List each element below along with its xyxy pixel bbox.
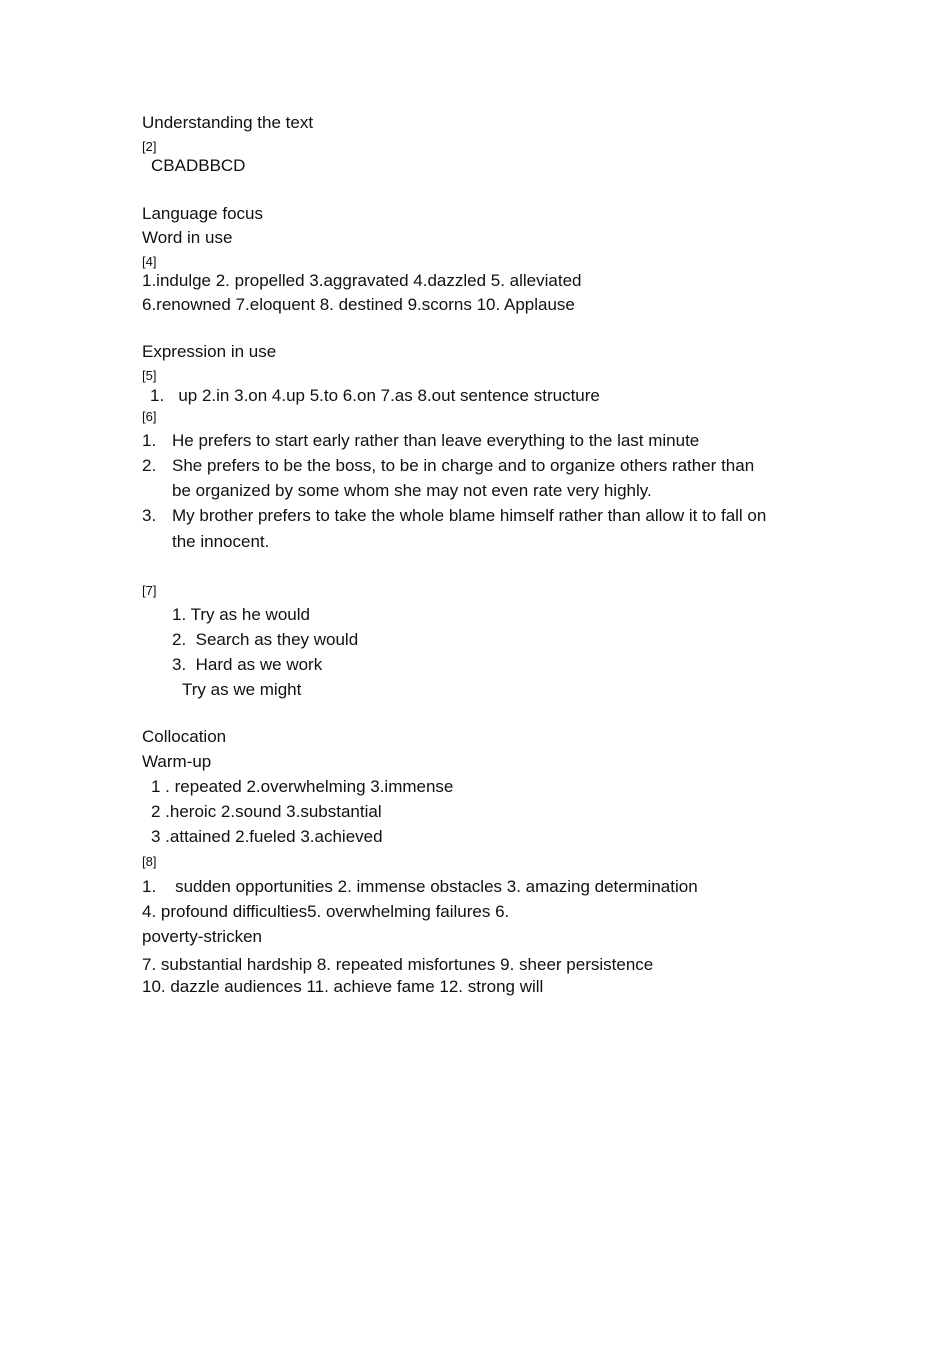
list-item: 2. Search as they would — [172, 630, 359, 649]
exercise-tag-7: [7] — [142, 583, 157, 598]
subheading-warm-up: Warm-up — [142, 752, 212, 771]
exercise-tag-2: [2] — [142, 139, 157, 154]
list-item: 1. Try as he would — [172, 605, 310, 624]
answer-line: 1. up 2.in 3.on 4.up 5.to 6.on 7.as 8.out sentence structure — [150, 386, 600, 405]
answer-line: 1.indulge 2. propelled 3.aggravated 4.dazzled 5. alleviated — [142, 271, 582, 290]
list-item-number: 3. — [142, 506, 157, 525]
warm-up-line: 2 .heroic 2.sound 3.substantial — [151, 802, 382, 821]
section-heading-language-focus: Language focus — [142, 204, 263, 223]
warm-up-line: 3 .attained 2.fueled 3.achieved — [151, 827, 383, 846]
exercise-tag-5: [5] — [142, 368, 157, 383]
answer-line: poverty-stricken — [142, 927, 262, 946]
answer-line: 4. profound difficulties5. overwhelming failures 6. — [142, 902, 510, 921]
warm-up-line: 1 . repeated 2.overwhelming 3.immense — [151, 777, 454, 796]
answer-line: 7. substantial hardship 8. repeated misfortunes 9. sheer persistence — [142, 955, 654, 974]
list-item-number: 2. — [142, 456, 157, 475]
answer-line: 1. sudden opportunities 2. immense obstacles 3. amazing determination — [142, 877, 698, 896]
subheading-word-in-use: Word in use — [142, 228, 233, 247]
list-item-continuation: the innocent. — [172, 532, 270, 551]
exercise-tag-6: [6] — [142, 409, 157, 424]
list-item-number: 1. — [142, 431, 157, 450]
answer-line: 6.renowned 7.eloquent 8. destined 9.scorns 10. Applause — [142, 295, 575, 314]
exercise-tag-8: [8] — [142, 854, 157, 869]
section-heading-understanding: Understanding the text — [142, 113, 314, 132]
list-item-text: She prefers to be the boss, to be in charge and to organize others rather than — [172, 456, 755, 475]
list-item-continuation: be organized by some whom she may not even rate very highly. — [172, 481, 652, 500]
list-item-text: He prefers to start early rather than leave everything to the last minute — [172, 431, 700, 450]
list-item-extra: Try as we might — [182, 680, 302, 699]
list-item-text: My brother prefers to take the whole blame himself rather than allow it to fall on — [172, 506, 767, 525]
exercise-tag-4: [4] — [142, 254, 157, 269]
section-heading-expression-in-use: Expression in use — [142, 342, 277, 361]
answer-line: CBADBBCD — [151, 156, 246, 175]
section-heading-collocation: Collocation — [142, 727, 227, 746]
list-item: 3. Hard as we work — [172, 655, 323, 674]
answer-line: 10. dazzle audiences 11. achieve fame 12. strong will — [142, 977, 544, 996]
